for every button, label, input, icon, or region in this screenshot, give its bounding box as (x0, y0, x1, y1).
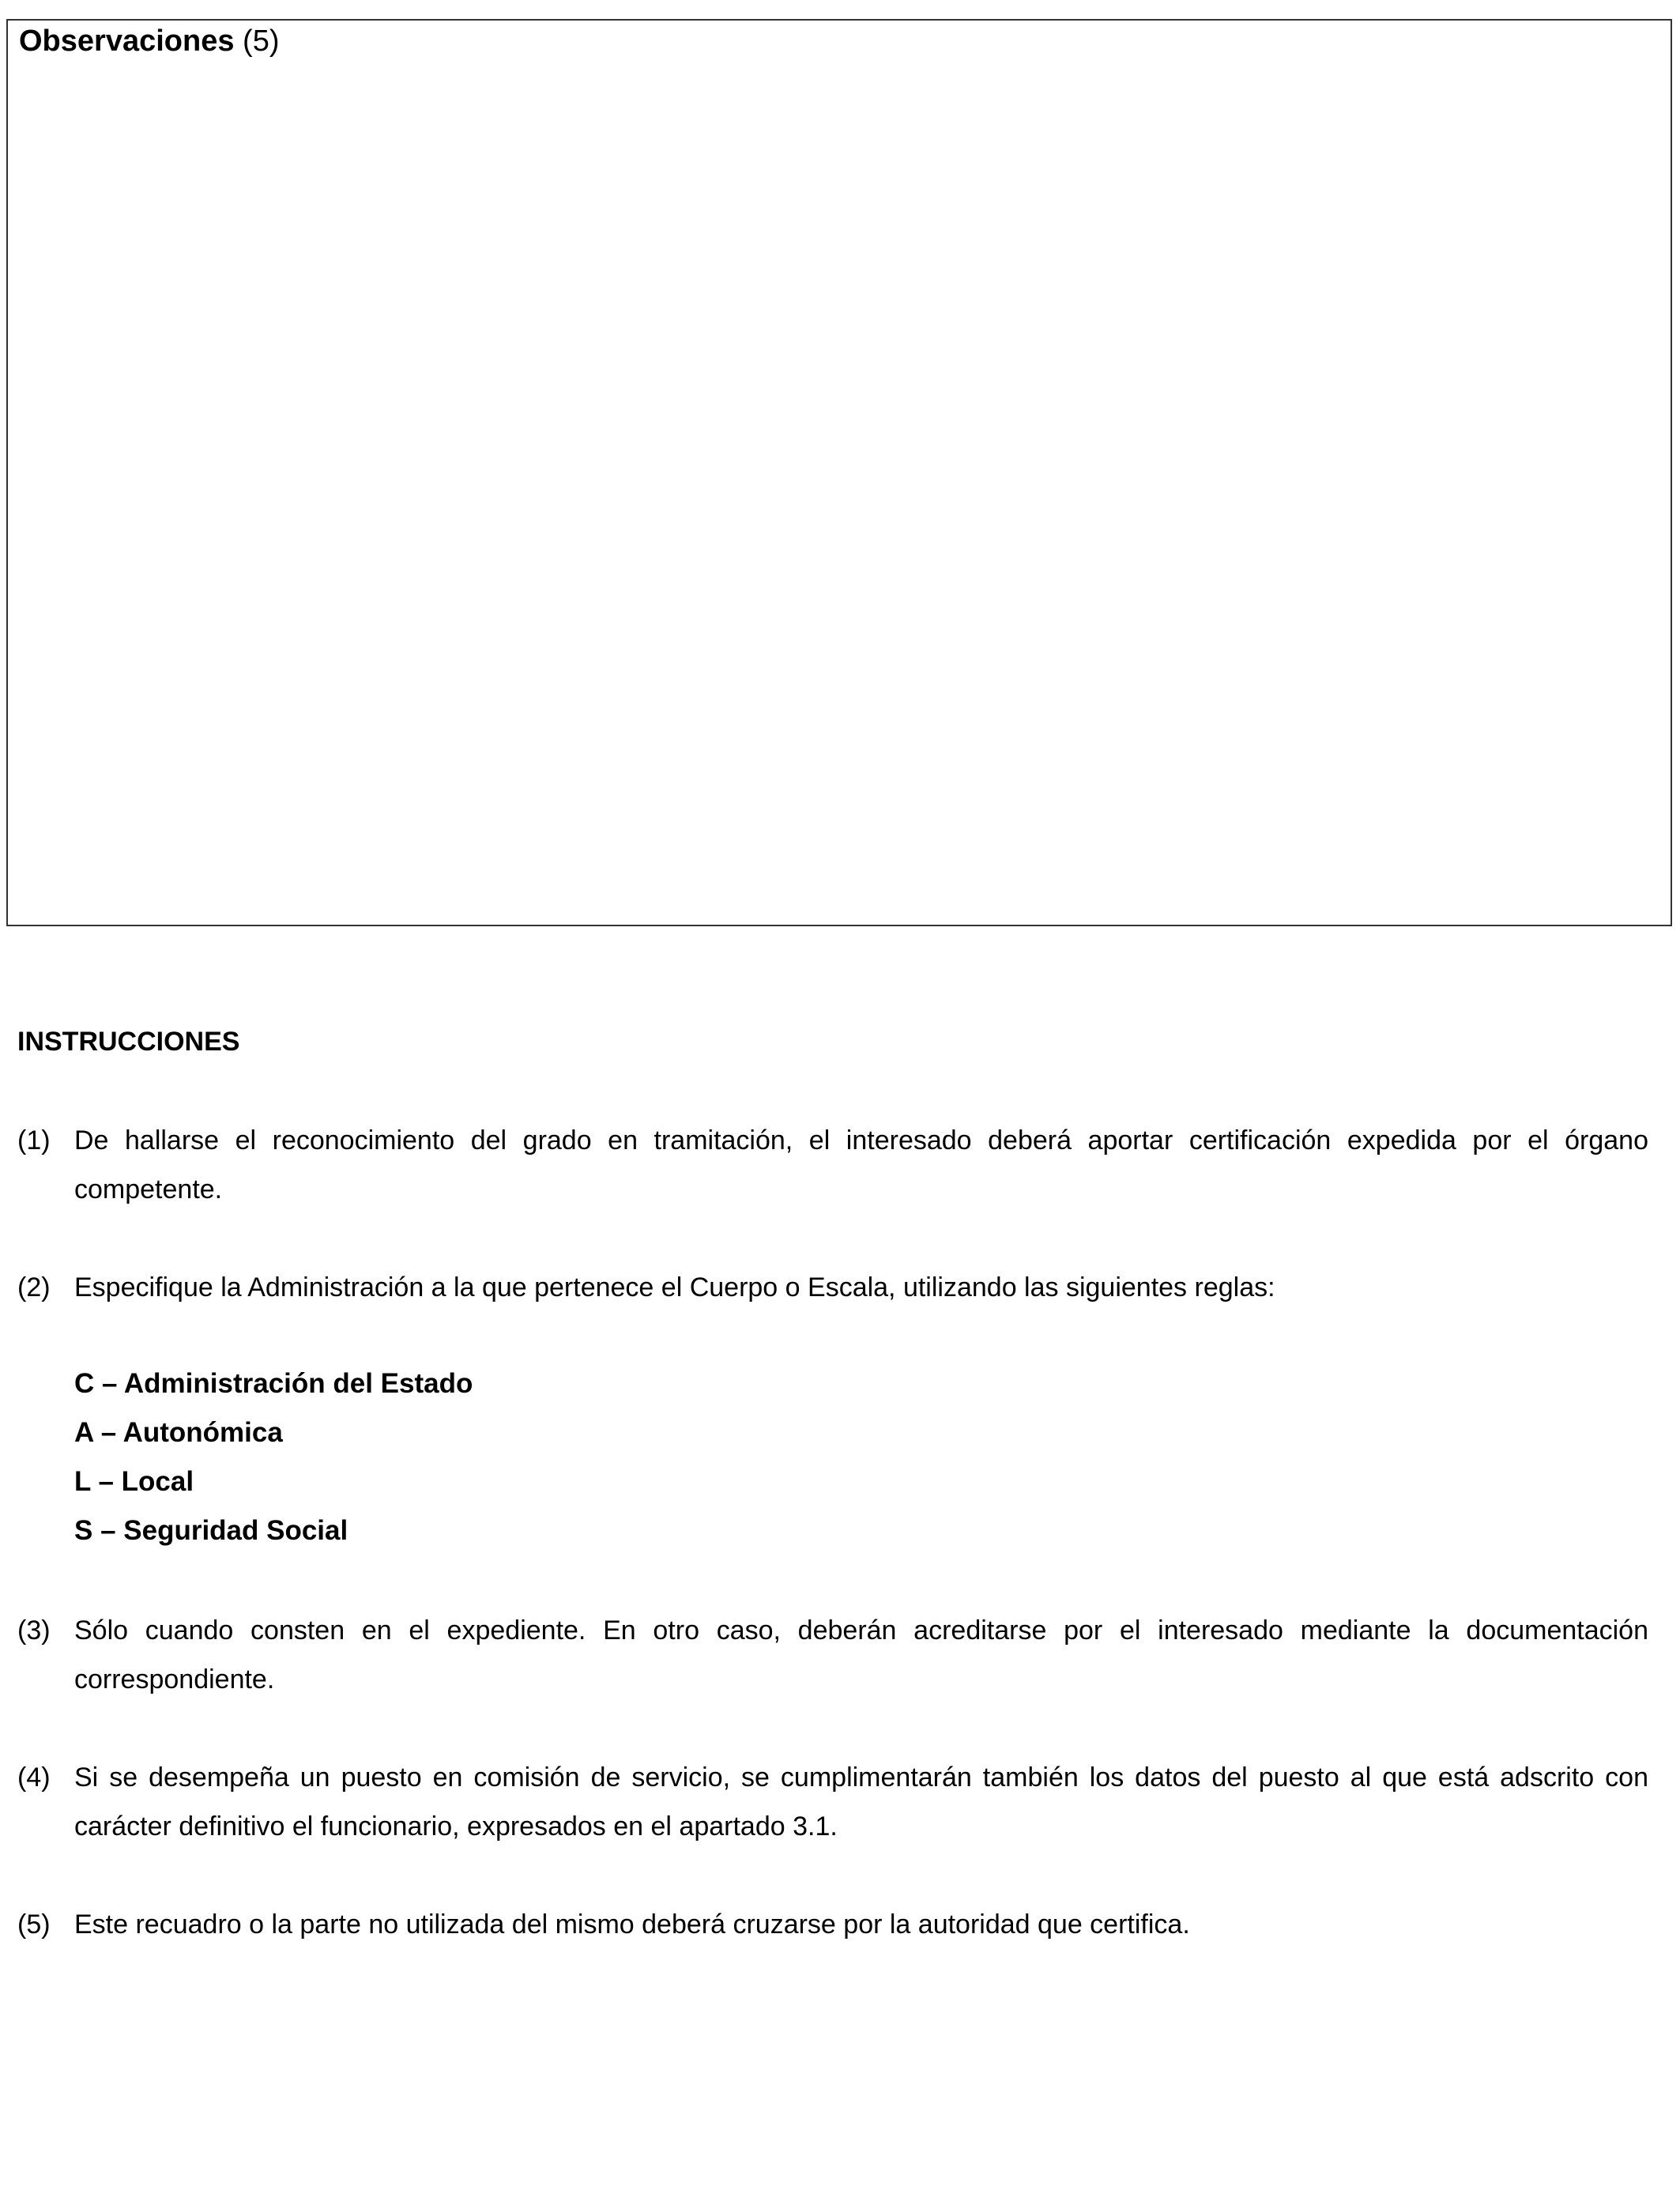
instruction-number: (4) (17, 1762, 51, 1793)
instruction-number: (1) (17, 1125, 51, 1155)
instruction-item-5 (17, 1900, 1648, 1949)
instruction-number: (5) (17, 1909, 51, 1940)
instruction-text: Sólo cuando consten en el expediente. En otro caso, deberán acreditarse por el interesado mediante la documentación correspondiente. (74, 1615, 1648, 1695)
instruction-item-4 (17, 1753, 1648, 1851)
instruction-item-2 (17, 1263, 1648, 1312)
observaciones-note: (5) (243, 25, 280, 58)
rule-item: L – Local (74, 1466, 194, 1497)
administracion-rules-list (74, 1359, 473, 1555)
instruction-item-3 (17, 1606, 1648, 1704)
rule-item: S – Seguridad Social (74, 1515, 348, 1546)
observaciones-title (19, 22, 280, 60)
instruction-item-1 (17, 1116, 1648, 1214)
instruction-text: Si se desempeña un puesto en comisión de servicio, se cumplimentarán también los datos del puesto al que está adscrito con carácter definitivo el funcionario, expresados en el apartado 3.1. (74, 1762, 1648, 1842)
observaciones-label: Observaciones (19, 25, 235, 58)
instruction-text: Especifique la Administración a la que pertenece el Cuerpo o Escala, utilizando las siguientes reglas: (74, 1272, 1275, 1302)
observaciones-box[interactable] (6, 19, 1672, 926)
instruction-text: Este recuadro o la parte no utilizada del mismo deberá cruzarse por la autoridad que certifica. (74, 1909, 1190, 1940)
rule-item: A – Autonómica (74, 1417, 283, 1448)
instruction-text: De hallarse el reconocimiento del grado en tramitación, el interesado deberá aportar certificación expedida por el órgano competente. (74, 1125, 1648, 1204)
instruction-number: (3) (17, 1615, 51, 1646)
instrucciones-heading: INSTRUCCIONES (17, 1027, 240, 1057)
rule-item: C – Administración del Estado (74, 1368, 473, 1399)
instruction-number: (2) (17, 1272, 51, 1302)
